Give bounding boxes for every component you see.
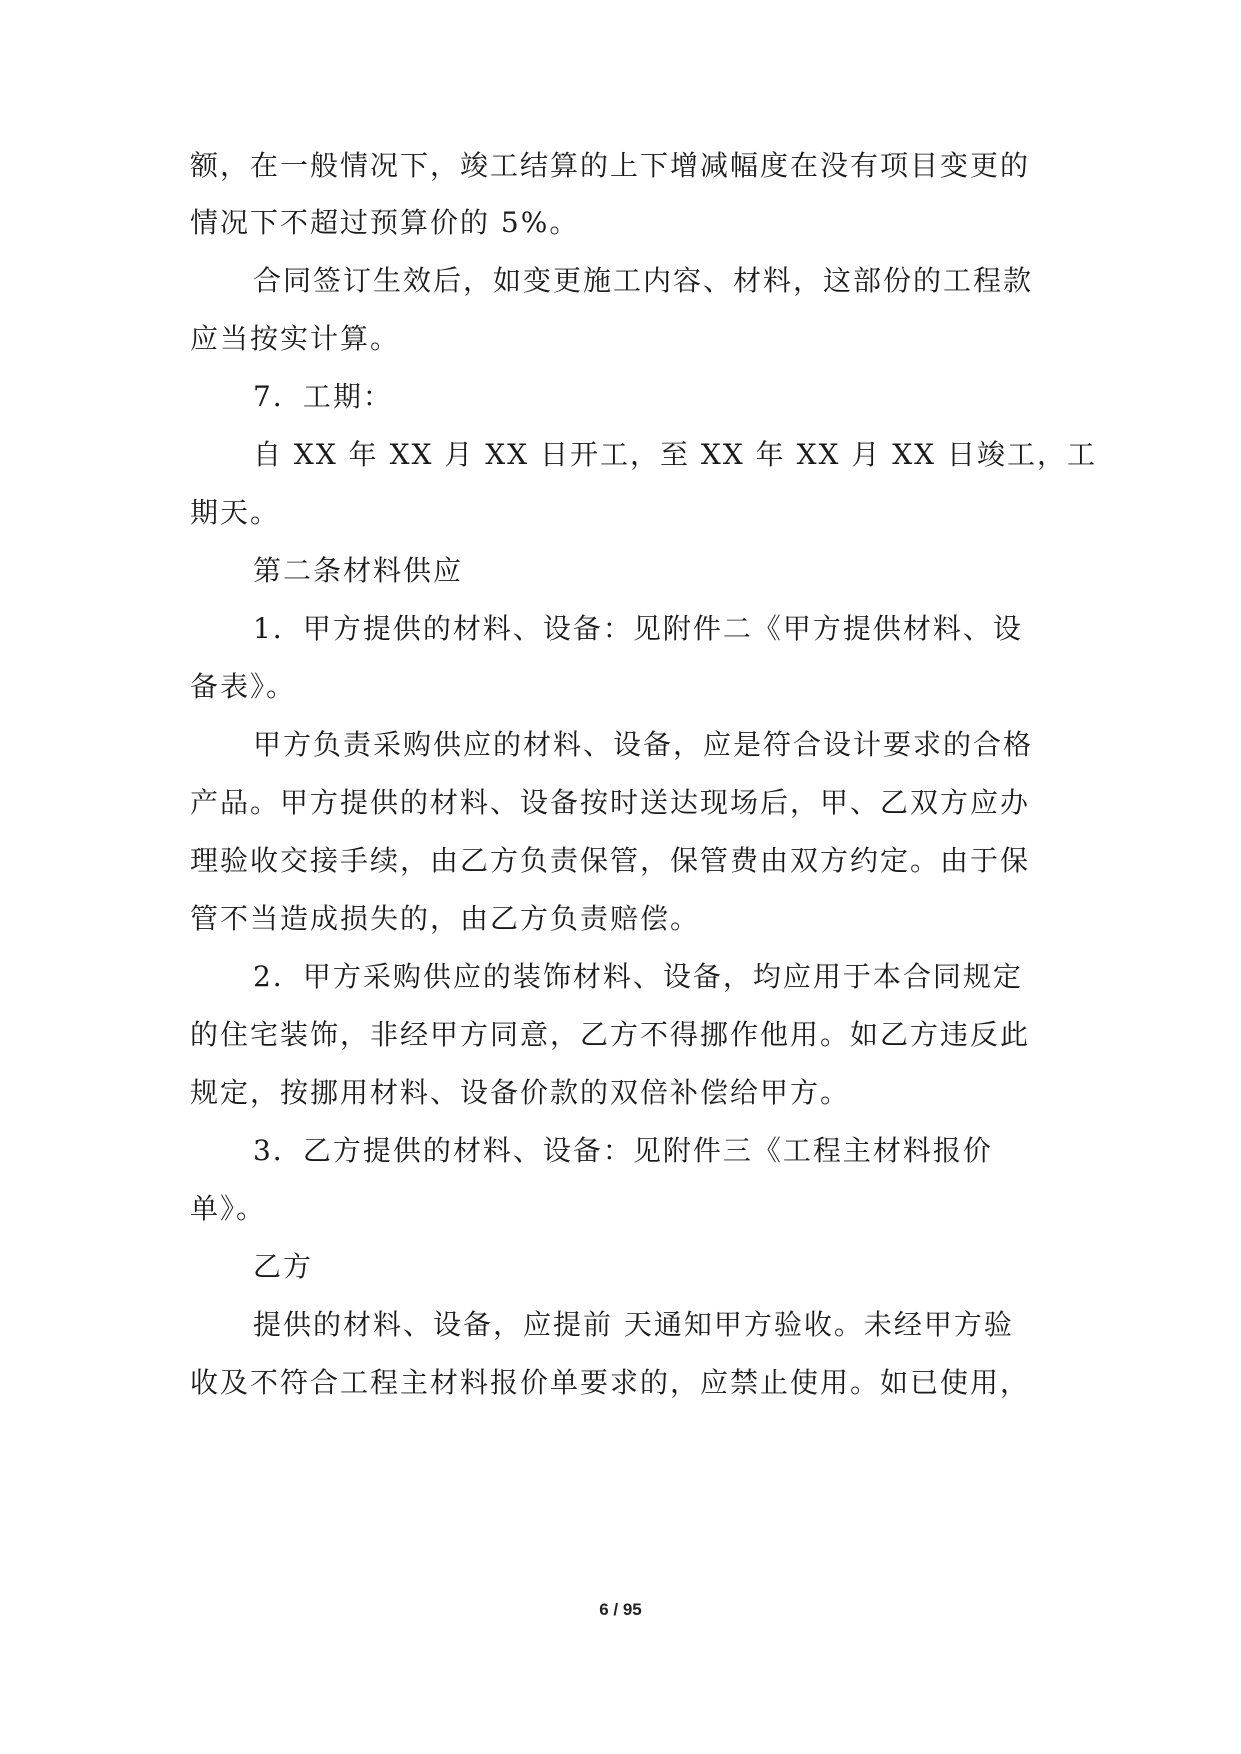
text-line: 管不当造成损失的，由乙方负责赔偿。 (190, 902, 701, 935)
text-line: 理验收交接手续，由乙方负责保管，保管费由双方约定。由于保 (190, 844, 1031, 877)
text-line: 提供的材料、设备，应提前 天通知甲方验收。未经甲方验 (253, 1308, 1014, 1341)
text-line: 情况下不超过预算价的 5%。 (190, 206, 580, 239)
text-line: 2．甲方采购供应的装饰材料、设备，均应用于本合同规定 (253, 960, 1023, 993)
text-line: 合同签订生效后，如变更施工内容、材料，这部份的工程款 (253, 264, 1034, 297)
text-line: 备表》。 (190, 670, 297, 703)
text-line: 乙方 (253, 1250, 314, 1283)
page-number: 6 / 95 (599, 1600, 642, 1619)
text-line: 产品。甲方提供的材料、设备按时送达现场后，甲、乙双方应办 (190, 786, 1031, 819)
text-line: 的住宅装饰，非经甲方同意，乙方不得挪作他用。如乙方违反此 (190, 1018, 1031, 1051)
text-line: 自 XX 年 XX 月 XX 日开工，至 XX 年 XX 月 XX 日竣工，工 (253, 438, 1098, 471)
section-heading: 第二条材料供应 (253, 554, 464, 587)
section-heading: 7．工期： (253, 380, 393, 413)
text-line: 收及不符合工程主材料报价单要求的，应禁止使用。如已使用， (190, 1366, 1031, 1399)
text-line: 甲方负责采购供应的材料、设备，应是符合设计要求的合格 (253, 728, 1034, 761)
text-line: 应当按实计算。 (190, 322, 401, 355)
text-line: 1．甲方提供的材料、设备：见附件二《甲方提供材料、设 (253, 612, 1023, 645)
text-line: 额，在一般情况下，竣工结算的上下增减幅度在没有项目变更的 (190, 149, 1031, 182)
text-line: 期天。 (190, 496, 281, 529)
text-line: 单》。 (190, 1192, 267, 1225)
text-line: 3．乙方提供的材料、设备：见附件三《工程主材料报价 (253, 1134, 993, 1167)
text-line: 规定，按挪用材料、设备价款的双倍补偿给甲方。 (190, 1076, 851, 1109)
